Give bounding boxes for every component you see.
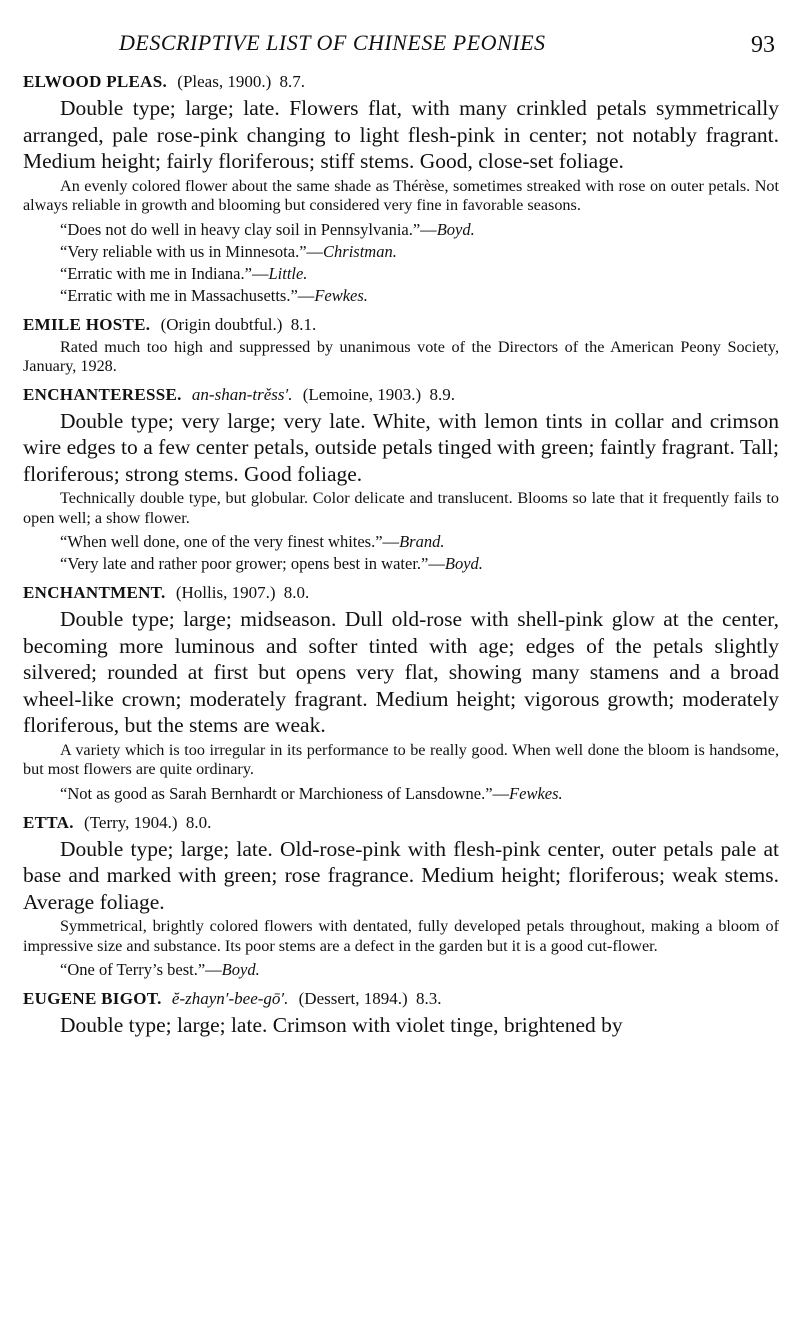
quote-text: “One of Terry’s best.”— (60, 960, 222, 979)
quote-text: “Very reliable with us in Minnesota.”— (60, 241, 324, 261)
testimonial-quote (23, 783, 779, 805)
variety-note: Rated much too high and suppressed by unanimous vote of the Directors of the American Peony Society, January, 1928. (23, 337, 779, 375)
book-page (23, 30, 779, 1041)
peony-entry (23, 384, 779, 576)
testimonial-quote (23, 219, 779, 241)
variety-origin: (Hollis, 1907.) (175, 583, 276, 602)
variety-pronunciation: an-shan-trěss′. (191, 384, 293, 404)
quote-text: “Erratic with me in Indiana.”— (60, 263, 269, 283)
testimonial-quote (23, 263, 779, 285)
variety-rating: 8.7. (279, 72, 306, 91)
page-number: 93 (751, 32, 775, 58)
variety-name: ETTA. (23, 812, 74, 832)
entry-heading (23, 582, 779, 604)
variety-origin: (Dessert, 1894.) (298, 989, 408, 1008)
quote-attribution: Boyd. (221, 960, 260, 979)
variety-name: ENCHANTERESSE. (23, 384, 182, 404)
variety-origin: (Origin doubtful.) (160, 314, 283, 334)
peony-entry (23, 71, 779, 307)
variety-origin: (Terry, 1904.) (84, 812, 178, 832)
quote-text: “Very late and rather poor grower; opens best in water.”— (60, 554, 445, 573)
variety-name: EUGENE BIGOT. (23, 989, 162, 1008)
variety-note: Symmetrical, brightly colored flowers with dentated, fully developed petals throughout, making a bloom of impressive size and substance. Its poor stems are a defect in the garden but it is a good cut-flower. (23, 917, 779, 955)
quote-attribution: Brand. (399, 532, 445, 551)
entry-heading (23, 988, 779, 1010)
variety-pronunciation: ĕ-zhayn′-bee-gō′. (171, 989, 289, 1008)
running-head (23, 30, 779, 64)
entry-heading (23, 812, 779, 834)
quote-text: “When well done, one of the very finest whites.”— (60, 532, 400, 551)
variety-description: Double type; large; late. Old-rose-pink with flesh-pink center, outer petals pale at base and marked with green; rose fragrance. Medium height; floriferous; weak stems. Average foliage. (23, 836, 779, 914)
testimonial-quote (23, 531, 779, 553)
entry-heading (23, 314, 779, 336)
peony-entry (23, 582, 779, 805)
quote-text: “Erratic with me in Massachusetts.”— (60, 285, 315, 305)
peony-entry (23, 314, 779, 377)
variety-description: Double type; large; midseason. Dull old-rose with shell-pink glow at the center, becoming more luminous and softer tinted with age; edges of the petals slightly silvered; rounded at first but opens very flat, showing many stamens and a broad wheel-like crown; moderately fragrant. Medium height; vigorous growth; moderately floriferous, but the stems are weak. (23, 607, 779, 737)
variety-description: Double type; large; late. Flowers flat, with many crinkled petals symmetrically arranged, pale rose-pink changing to light flesh-pink in center; not notably fragrant. Medium height; fairly floriferous; stiff stems. Good, close-set foliage. (23, 96, 779, 173)
testimonial-quote (23, 241, 779, 263)
variety-rating: 8.1. (290, 314, 317, 334)
variety-name: ENCHANTMENT. (23, 583, 166, 602)
variety-note: A variety which is too irregular in its performance to be really good. When well done the bloom is handsome, but most flowers are quite ordinary. (23, 740, 779, 778)
running-title: DESCRIPTIVE LIST OF CHINESE PEONIES (119, 30, 546, 55)
variety-origin: (Lemoine, 1903.) (302, 384, 422, 404)
peony-entry (23, 988, 779, 1039)
variety-description: Double type; large; late. Crimson with violet tinge, brightened by (60, 1013, 623, 1037)
quote-attribution: Little. (268, 263, 308, 283)
testimonial-quote (23, 959, 779, 981)
testimonial-quote (23, 285, 779, 307)
quote-attribution: Boyd. (444, 554, 483, 573)
quote-attribution: Christman. (323, 241, 397, 261)
quote-text: “Not as good as Sarah Bernhardt or Marchioness of Lansdowne.”— (60, 783, 510, 803)
peony-entry (23, 812, 779, 982)
entry-heading (23, 384, 779, 406)
quote-attribution: Fewkes. (314, 285, 368, 305)
quote-attribution: Boyd. (436, 219, 475, 239)
variety-note: An evenly colored flower about the same shade as Thérèse, sometimes streaked with rose on outer petals. Not always reliable in growth and blooming but considered very fine in favorable seasons. (23, 176, 779, 214)
entry-heading (23, 71, 779, 93)
variety-rating: 8.9. (429, 384, 455, 404)
variety-name: ELWOOD PLEAS. (23, 72, 168, 91)
variety-rating: 8.0. (185, 812, 212, 832)
variety-rating: 8.3. (415, 989, 442, 1008)
quote-attribution: Fewkes. (509, 783, 563, 803)
testimonial-quote (23, 553, 779, 575)
variety-origin: (Pleas, 1900.) (177, 72, 272, 91)
variety-rating: 8.0. (283, 583, 310, 602)
quote-text: “Does not do well in heavy clay soil in Pennsylvania.”— (60, 219, 437, 239)
variety-note: Technically double type, but globular. Color delicate and translucent. Blooms so late that it frequently fails to open well; a show flower. (23, 489, 779, 527)
variety-name: EMILE HOSTE. (23, 314, 151, 334)
variety-description: Double type; very large; very late. White, with lemon tints in collar and crimson wire edges to a few center petals, outside petals tinged with green; faintly fragrant. Tall; floriferous; strong stems. Good foliage. (23, 408, 779, 486)
